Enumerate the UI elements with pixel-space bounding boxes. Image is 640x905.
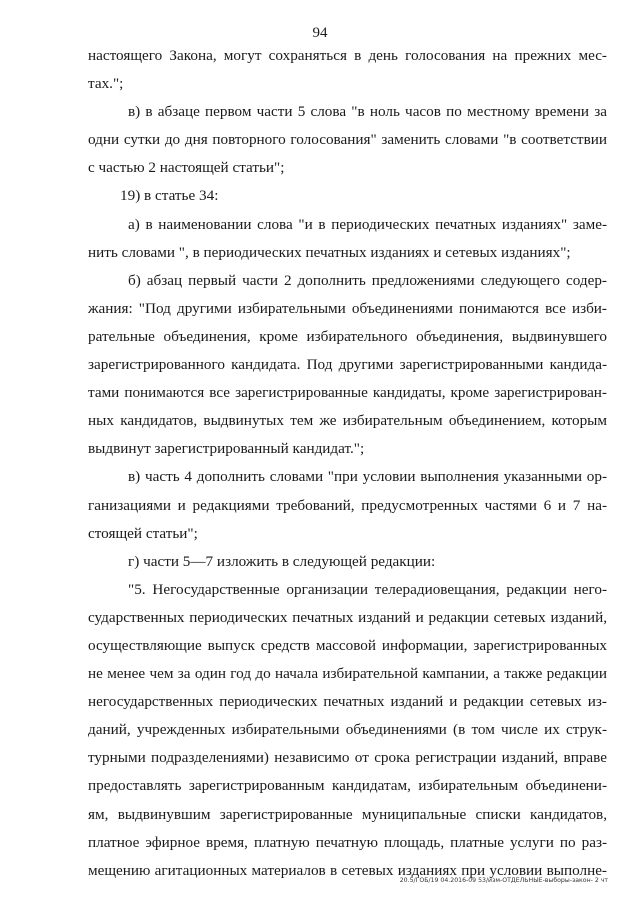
text-line: в) часть 4 дополнить словами "при условии выполнения указанными ор-	[128, 468, 607, 486]
text-line: платное эфирное время, платную печатную площадь, платные услуги по раз-	[88, 833, 607, 851]
text-line: предоставлять зарегистрированным кандидатам, избирательным объединени-	[88, 777, 607, 795]
text-line: тами понимаются все зарегистрированные кандидаты, кроме зарегистрирован-	[88, 384, 607, 402]
text-line: в) в абзаце первом части 5 слова "в ноль часов по местному времени за	[128, 103, 607, 121]
document-body	[88, 42, 607, 885]
text-line: рательные объединения, кроме избирательного объединения, выдвинувшего	[88, 327, 607, 345]
text-line: ных кандидатов, выдвинутых тем же избирательным объединением, которым	[88, 412, 607, 430]
text-line: г) части 5—7 изложить в следующей редакции:	[128, 552, 436, 570]
text-line: одни сутки до дня повторного голосования" заменить словами "в соответствии	[88, 131, 607, 149]
text-line: нить словами ", в периодических печатных изданиях и сетевых изданиях";	[88, 243, 571, 261]
text-line: осуществляющие выпуск средств массовой информации, зарегистрированных	[88, 636, 607, 654]
text-line: жания: "Под другими избирательными объединениями понимаются все изби-	[88, 299, 607, 317]
text-line: ганизациями и редакциями требований, предусмотренных частями 6 и 7 на-	[88, 496, 607, 514]
document-footer-code: 20.5/ГОБ/19 04.2016-09 53/изм-ОТДЕЛЬНЫЕ-выборы-закон- 2 чт	[399, 877, 608, 884]
text-line: негосударственных периодических печатных изданий и редакции сетевых из-	[88, 693, 607, 711]
text-line: мещению агитационных материалов в сетевых изданиях при условии выполне-	[88, 861, 607, 879]
text-line: а) в наименовании слова "и в периодических печатных изданиях" заме-	[128, 215, 607, 233]
text-line: турными подразделениями) независимо от срока регистрации изданий, вправе	[88, 749, 607, 767]
text-line: "5. Негосударственные организации телерадиовещания, редакции него-	[128, 580, 607, 598]
text-line: настоящего Закона, могут сохраняться в день голосования на прежних мес-	[88, 47, 607, 64]
page-number: 94	[312, 25, 328, 41]
text-line: стоящей статьи";	[88, 524, 198, 542]
text-line: выдвинут зарегистрированный кандидат.";	[88, 440, 365, 458]
text-line: сударственных периодических печатных изданий и редакции сетевых изданий,	[88, 608, 607, 626]
text-line: ям, выдвинувшим зарегистрированные муниципальные списки кандидатов,	[88, 805, 607, 823]
text-line: 19) в статье 34:	[120, 187, 219, 205]
text-line: тах.";	[88, 75, 124, 93]
text-line: б) абзац первый части 2 дополнить предложениями следующего содер-	[128, 271, 607, 289]
text-line: даний, учрежденных избирательными объединениями (в том числе их струк-	[88, 721, 607, 739]
text-line: зарегистрированного кандидата. Под другими зарегистрированными кандида-	[88, 356, 607, 374]
text-line: не менее чем за один год до начала избирательной кампании, а также редакции	[88, 665, 607, 683]
text-line: с частью 2 настоящей статьи";	[88, 159, 285, 177]
